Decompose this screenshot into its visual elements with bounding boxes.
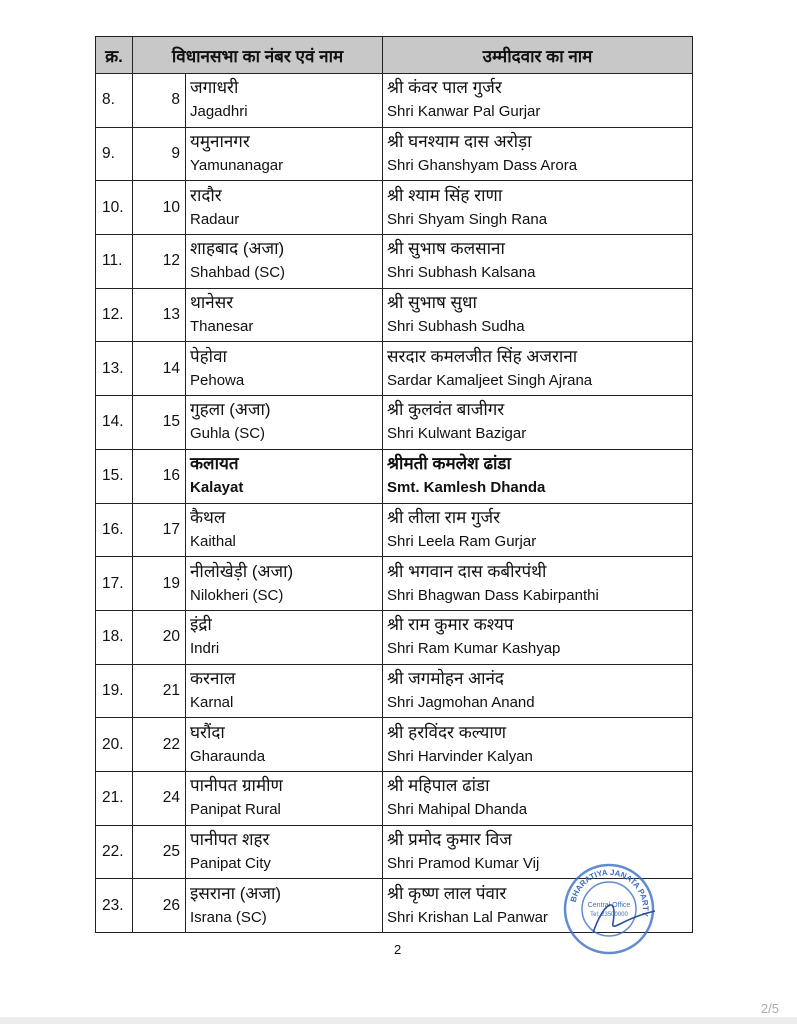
constituency-name — [186, 771, 383, 825]
constituency-name — [186, 127, 383, 181]
candidate-name — [383, 396, 693, 450]
constituency-number: 22 — [133, 718, 186, 772]
constituency-hindi: पानीपत ग्रामीण — [190, 776, 283, 796]
serial-number: 13. — [96, 342, 133, 396]
constituency-number: 20 — [133, 610, 186, 664]
constituency-english: Kaithal — [190, 532, 236, 550]
constituency-hindi: यमुनानगर — [190, 132, 250, 152]
candidate-english: Shri Kulwant Bazigar — [387, 425, 527, 443]
candidate-english: Shri Jagmohan Anand — [387, 693, 535, 711]
constituency-hindi: पेहोवा — [190, 346, 227, 366]
candidate-english: Shri Ghanshyam Dass Arora — [387, 157, 578, 175]
constituency-name — [186, 879, 383, 933]
constituency-english: Pehowa — [190, 371, 245, 389]
header-serial: क्र. — [96, 37, 133, 74]
serial-number: 8. — [96, 74, 133, 128]
party-stamp — [563, 863, 655, 955]
table-row — [96, 771, 693, 825]
serial-number: 17. — [96, 557, 133, 611]
svg-text:Central Office: Central Office — [587, 902, 631, 909]
candidate-english: Shri Bhagwan Dass Kabirpanthi — [387, 586, 599, 604]
constituency-number: 17 — [133, 503, 186, 557]
constituency-english: Panipat City — [190, 854, 271, 872]
candidate-name — [383, 449, 693, 503]
constituency-number: 16 — [133, 449, 186, 503]
constituency-number: 25 — [133, 825, 186, 879]
candidate-hindi: श्री कंवर पाल गुर्जर — [387, 78, 502, 98]
constituency-hindi: करनाल — [190, 668, 236, 688]
constituency-hindi: कैथल — [190, 507, 226, 527]
constituency-name — [186, 74, 383, 128]
constituency-english: Nilokheri (SC) — [190, 586, 284, 604]
candidate-hindi: श्री राम कुमार कश्यप — [387, 615, 514, 635]
constituency-hindi: रादौर — [190, 185, 222, 205]
constituency-number: 10 — [133, 181, 186, 235]
constituency-english: Karnal — [190, 693, 234, 711]
constituency-name — [186, 449, 383, 503]
candidate-name — [383, 557, 693, 611]
constituency-name — [186, 503, 383, 557]
constituency-english: Indri — [190, 640, 220, 658]
candidate-english: Shri Harvinder Kalyan — [387, 747, 533, 765]
serial-number: 14. — [96, 396, 133, 450]
candidate-name — [383, 664, 693, 718]
constituency-english: Kalayat — [190, 479, 244, 497]
candidate-name — [383, 342, 693, 396]
constituency-hindi: कलायत — [190, 454, 239, 474]
serial-number: 21. — [96, 771, 133, 825]
table-row — [96, 664, 693, 718]
viewer-page-indicator: 2/5 — [760, 1001, 779, 1016]
serial-number: 11. — [96, 235, 133, 289]
candidate-hindi: श्री हरविंदर कल्याण — [387, 722, 507, 742]
candidate-english: Shri Pramod Kumar Vij — [387, 854, 540, 872]
constituency-hindi: शाहबाद (अजा) — [190, 239, 285, 259]
constituency-name — [186, 235, 383, 289]
constituency-hindi: इसराना (अजा) — [190, 883, 282, 903]
candidate-name — [383, 127, 693, 181]
table-row — [96, 181, 693, 235]
constituency-english: Jagadhri — [190, 103, 248, 121]
constituency-english: Yamunanagar — [190, 157, 284, 175]
candidate-hindi: श्री सुभाष सुधा — [387, 293, 477, 313]
constituency-english: Israna (SC) — [190, 908, 267, 926]
constituency-name — [186, 288, 383, 342]
serial-number: 22. — [96, 825, 133, 879]
candidate-english: Shri Mahipal Dhanda — [387, 801, 528, 819]
candidate-english: Shri Ram Kumar Kashyap — [387, 640, 561, 658]
svg-text:Tel: 23500000: Tel: 23500000 — [590, 912, 628, 918]
serial-number: 20. — [96, 718, 133, 772]
constituency-hindi: गुहला (अजा) — [190, 400, 271, 420]
constituency-name — [186, 825, 383, 879]
constituency-number: 12 — [133, 235, 186, 289]
serial-number: 15. — [96, 449, 133, 503]
table-row — [96, 342, 693, 396]
constituency-number: 14 — [133, 342, 186, 396]
serial-number: 16. — [96, 503, 133, 557]
constituency-name — [186, 342, 383, 396]
serial-number: 23. — [96, 879, 133, 933]
candidate-name — [383, 288, 693, 342]
candidate-hindi: श्री श्याम सिंह राणा — [387, 185, 503, 205]
constituency-number: 15 — [133, 396, 186, 450]
candidate-english: Shri Shyam Singh Rana — [387, 210, 548, 228]
candidate-name — [383, 74, 693, 128]
header-constituency: विधानसभा का नंबर एवं नाम — [133, 37, 383, 74]
candidate-english: Sardar Kamaljeet Singh Ajrana — [387, 371, 593, 389]
candidate-hindi: श्री लीला राम गुर्जर — [387, 507, 501, 527]
constituency-english: Thanesar — [190, 318, 254, 336]
candidate-hindi: श्री सुभाष कलसाना — [387, 239, 505, 259]
candidate-name — [383, 503, 693, 557]
candidate-hindi: श्री भगवान दास कबीरपंथी — [387, 561, 547, 581]
constituency-name — [186, 181, 383, 235]
constituency-hindi: थानेसर — [190, 293, 234, 313]
candidate-english: Shri Subhash Kalsana — [387, 264, 536, 282]
svg-text:BHARATIYA JANATA PARTY: BHARATIYA JANATA PARTY — [568, 867, 651, 918]
candidate-english: Shri Krishan Lal Panwar — [387, 908, 548, 926]
constituency-number: 9 — [133, 127, 186, 181]
candidate-hindi: श्री प्रमोद कुमार विज — [387, 829, 512, 849]
constituency-english: Gharaunda — [190, 747, 266, 765]
table-row — [96, 127, 693, 181]
table-row — [96, 235, 693, 289]
serial-number: 12. — [96, 288, 133, 342]
table-header — [96, 37, 693, 74]
table-row — [96, 557, 693, 611]
candidate-hindi: श्रीमती कमलेश ढांडा — [387, 454, 511, 474]
constituency-hindi: घरौंदा — [190, 722, 225, 742]
candidate-name — [383, 235, 693, 289]
constituency-english: Shahbad (SC) — [190, 264, 286, 282]
constituency-hindi: इंद्री — [190, 615, 212, 635]
constituency-number: 26 — [133, 879, 186, 933]
candidate-name — [383, 718, 693, 772]
serial-number: 18. — [96, 610, 133, 664]
constituency-english: Radaur — [190, 210, 240, 228]
constituency-hindi: पानीपत शहर — [190, 829, 270, 849]
candidate-english: Shri Leela Ram Gurjar — [387, 532, 537, 550]
serial-number: 9. — [96, 127, 133, 181]
constituency-number: 8 — [133, 74, 186, 128]
table-row — [96, 718, 693, 772]
table-row — [96, 74, 693, 128]
constituency-name — [186, 610, 383, 664]
candidate-name — [383, 610, 693, 664]
candidate-hindi: श्री जगमोहन आनंद — [387, 668, 504, 688]
table-row — [96, 610, 693, 664]
constituency-number: 19 — [133, 557, 186, 611]
header-candidate: उम्मीदवार का नाम — [383, 37, 693, 74]
serial-number: 19. — [96, 664, 133, 718]
candidate-english: Shri Kanwar Pal Gurjar — [387, 103, 541, 121]
candidate-table — [95, 36, 693, 933]
page-number: 2 — [394, 942, 402, 957]
constituency-hindi: जगाधरी — [190, 78, 239, 98]
candidate-name — [383, 771, 693, 825]
candidate-hindi: श्री कृष्ण लाल पंवार — [387, 883, 507, 903]
candidate-hindi: श्री कुलवंत बाजीगर — [387, 400, 505, 420]
constituency-number: 24 — [133, 771, 186, 825]
constituency-english: Panipat Rural — [190, 801, 281, 819]
serial-number: 10. — [96, 181, 133, 235]
candidate-english: Shri Subhash Sudha — [387, 318, 525, 336]
candidate-name — [383, 181, 693, 235]
table-row — [96, 503, 693, 557]
table-row — [96, 449, 693, 503]
viewer-bottom-bar — [0, 1017, 797, 1024]
table-row — [96, 396, 693, 450]
candidate-english: Smt. Kamlesh Dhanda — [387, 479, 546, 497]
constituency-name — [186, 396, 383, 450]
candidate-hindi: श्री घनश्याम दास अरोड़ा — [387, 132, 532, 152]
constituency-name — [186, 557, 383, 611]
table-row — [96, 288, 693, 342]
candidate-hindi: सरदार कमलजीत सिंह अजराना — [387, 346, 578, 366]
candidate-hindi: श्री महिपाल ढांडा — [387, 776, 490, 796]
constituency-hindi: नीलोखेड़ी (अजा) — [190, 561, 294, 581]
constituency-number: 21 — [133, 664, 186, 718]
constituency-name — [186, 664, 383, 718]
constituency-name — [186, 718, 383, 772]
constituency-number: 13 — [133, 288, 186, 342]
constituency-english: Guhla (SC) — [190, 425, 266, 443]
